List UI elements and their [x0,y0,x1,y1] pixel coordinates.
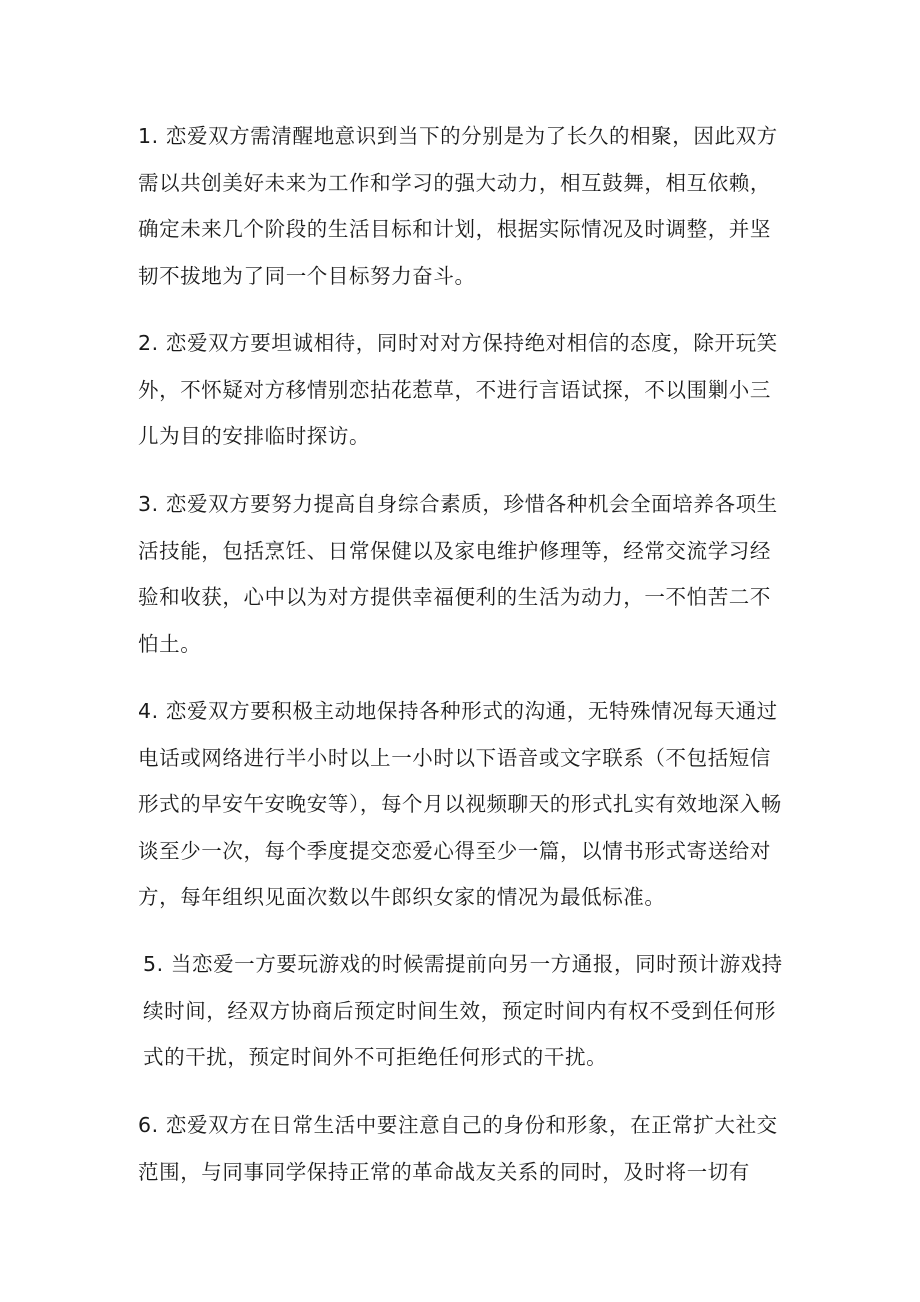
paragraph-4: 4. 恋爱双方要积极主动地保持各种形式的沟通，无特殊情况每天通过电话或网络进行半小时以上一小时以下语音或文字联系（不包括短信形式的早安午安晚安等），每个月以视频聊天的形式扎实有效地深入畅谈至少一次，每个季度提交恋爱心得至少一篇，以情书形式寄送给对方，每年组织见面次数以牛郎织女家的情况为最低标准。 [138,699,782,909]
paragraph-1: 1. 恋爱双方需清醒地意识到当下的分别是为了长久的相聚，因此双方需以共创美好未来为工作和学习的强大动力，相互鼓舞，相互依赖，确定未来几个阶段的生活目标和计划，根据实际情况及时调整，并坚韧不拔地为了同一个目标努力奋斗。 [138,124,778,288]
paragraph-6: 6. 恋爱双方在日常生活中要注意自己的身份和形象，在正常扩大社交范围，与同事同学保持正常的革命战友关系的同时，及时将一切有 [138,1113,778,1184]
paragraph-5: 5. 当恋爱一方要玩游戏的时候需提前向另一方通报，同时预计游戏持续时间，经双方协商后预定时间生效，预定时间内有权不受到任何形式的干扰，预定时间外不可拒绝任何形式的干扰。 [143,952,783,1069]
paragraph-2: 2. 恋爱双方要坦诚相待，同时对对方保持绝对相信的态度，除开玩笑外，不怀疑对方移情别恋拈花惹草，不进行言语试探，不以围剿小三儿为目的安排临时探访。 [138,331,778,448]
paragraph-3: 3. 恋爱双方要努力提高自身综合素质，珍惜各种机会全面培养各项生活技能，包括烹饪、日常保健以及家电维护修理等，经常交流学习经验和收获，心中以为对方提供幸福便利的生活为动力，一不怕苦二不怕土。 [138,492,778,656]
